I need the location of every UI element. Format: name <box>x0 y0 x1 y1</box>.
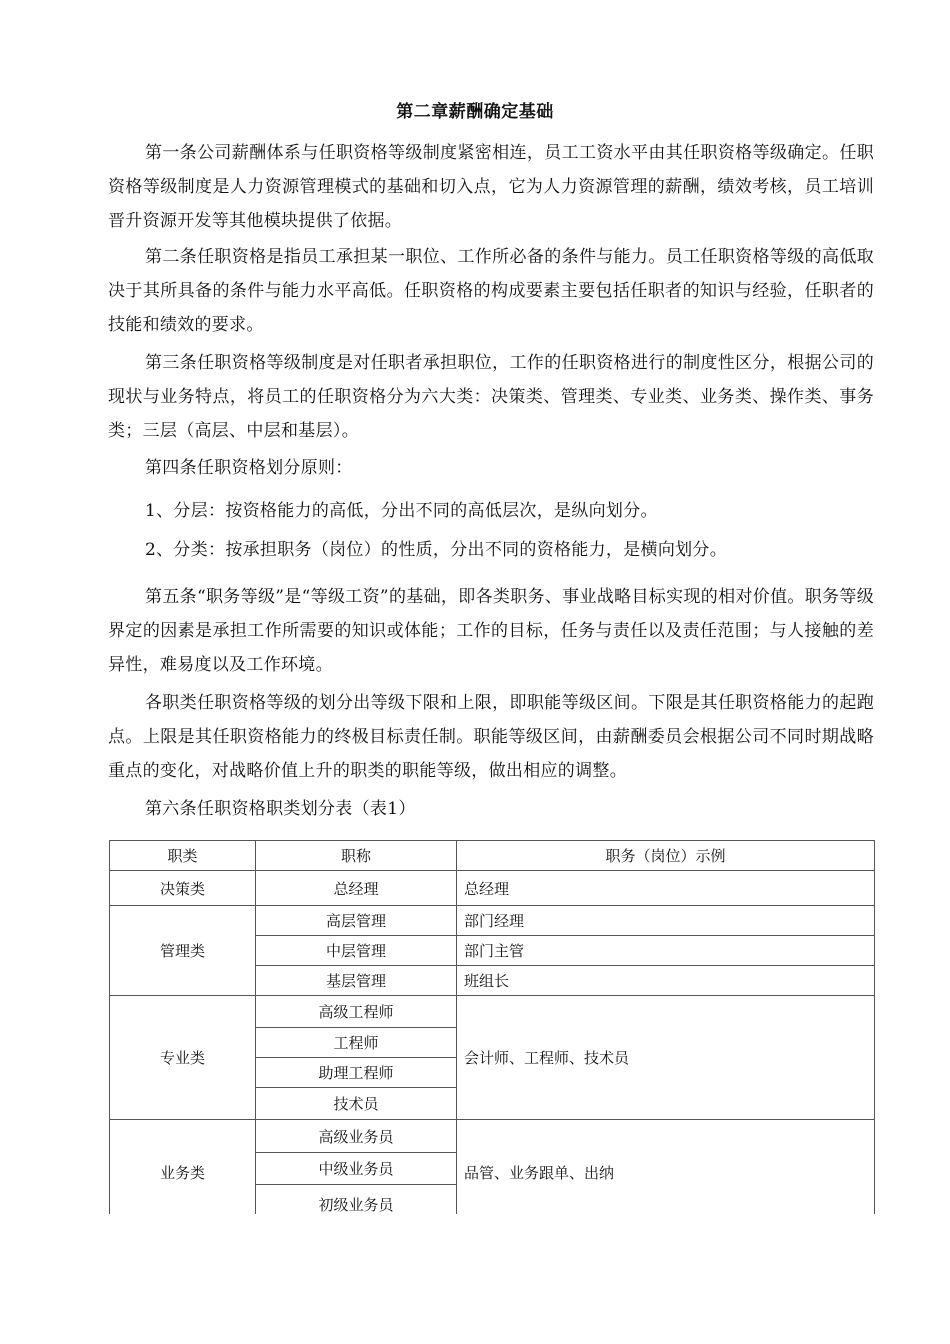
title-cell: 中层管理 <box>256 936 457 966</box>
article-6-paragraph: 第六条任职资格职类划分表（表1） <box>145 799 416 819</box>
table-row <box>110 1120 875 1153</box>
category-cell: 业务类 <box>110 1120 256 1225</box>
header-title: 职称 <box>256 841 457 871</box>
example-cell: 部门主管 <box>457 936 875 966</box>
page-bottom-margin <box>0 1214 950 1344</box>
article-5-paragraph: 第五条“职务等级”是“等级工资”的基础，即各类职务、事业战略目标实现的相对价值。职务等级界定的因素是承担工作所需要的知识或体能；工作的目标，任务与责任以及责任范围；与人接触的差异性，难易度以及工作环境。 <box>108 587 874 675</box>
principle-2-paragraph: 2、分类：按承担职务（岗位）的性质，分出不同的资格能力，是横向划分。 <box>145 540 728 560</box>
article-3-paragraph: 第三条任职资格等级制度是对任职者承担职位，工作的任职资格进行的制度性区分，根据公司的现状与业务特点，将员工的任职资格分为六大类：决策类、管理类、专业类、业务类、操作类、事务类；三层（高层、中层和基层）。 <box>108 353 874 441</box>
header-category: 职类 <box>110 841 256 871</box>
example-cell: 会计师、工程师、技术员 <box>457 996 875 1120</box>
example-cell: 班组长 <box>457 966 875 996</box>
category-cell: 管理类 <box>110 906 256 996</box>
title-cell: 高层管理 <box>256 906 457 936</box>
category-cell: 专业类 <box>110 996 256 1120</box>
category-cell: 决策类 <box>110 871 256 906</box>
principle-1-paragraph: 1、分层：按资格能力的高低，分出不同的高低层次，是纵向划分。 <box>145 501 658 521</box>
title-cell: 高级工程师 <box>256 996 457 1028</box>
header-example: 职务（岗位）示例 <box>457 841 875 871</box>
table-row <box>110 871 875 906</box>
example-cell: 总经理 <box>457 871 875 906</box>
title-cell: 助理工程师 <box>256 1058 457 1088</box>
example-cell: 部门经理 <box>457 906 875 936</box>
title-cell: 工程师 <box>256 1028 457 1058</box>
table-row <box>110 906 875 936</box>
title-cell: 初级业务员 <box>256 1185 457 1225</box>
article-4-paragraph: 第四条任职资格划分原则： <box>145 458 353 478</box>
title-cell: 技术员 <box>256 1088 457 1120</box>
title-cell: 高级业务员 <box>256 1120 457 1153</box>
title-cell: 总经理 <box>256 871 457 906</box>
job-classification-table <box>109 840 875 1225</box>
chapter-title: 第二章薪酬确定基础 <box>396 102 554 122</box>
article-1-paragraph: 第一条公司薪酬体系与任职资格等级制度紧密相连，员工工资水平由其任职资格等级确定。任职资格等级制度是人力资源管理模式的基础和切入点，它为人力资源管理的薪酬，绩效考核，员工培训晋升资源开发等其他模块提供了依据。 <box>108 143 874 231</box>
grade-range-paragraph: 各职类任职资格等级的划分出等级下限和上限，即职能等级区间。下限是其任职资格能力的起跑点。上限是其任职资格能力的终极目标责任制。职能等级区间，由薪酬委员会根据公司不同时期战略重点的变化，对战略价值上升的职类的职能等级，做出相应的调整。 <box>108 693 874 781</box>
title-cell: 中级业务员 <box>256 1153 457 1185</box>
article-2-paragraph: 第二条任职资格是指员工承担某一职位、工作所必备的条件与能力。员工任职资格等级的高低取决于其所具备的条件与能力水平高低。任职资格的构成要素主要包括任职者的知识与经验，任职者的技能和绩效的要求。 <box>108 247 874 335</box>
example-cell: 品管、业务跟单、出纳 <box>457 1120 875 1225</box>
title-cell: 基层管理 <box>256 966 457 996</box>
table-row <box>110 996 875 1028</box>
